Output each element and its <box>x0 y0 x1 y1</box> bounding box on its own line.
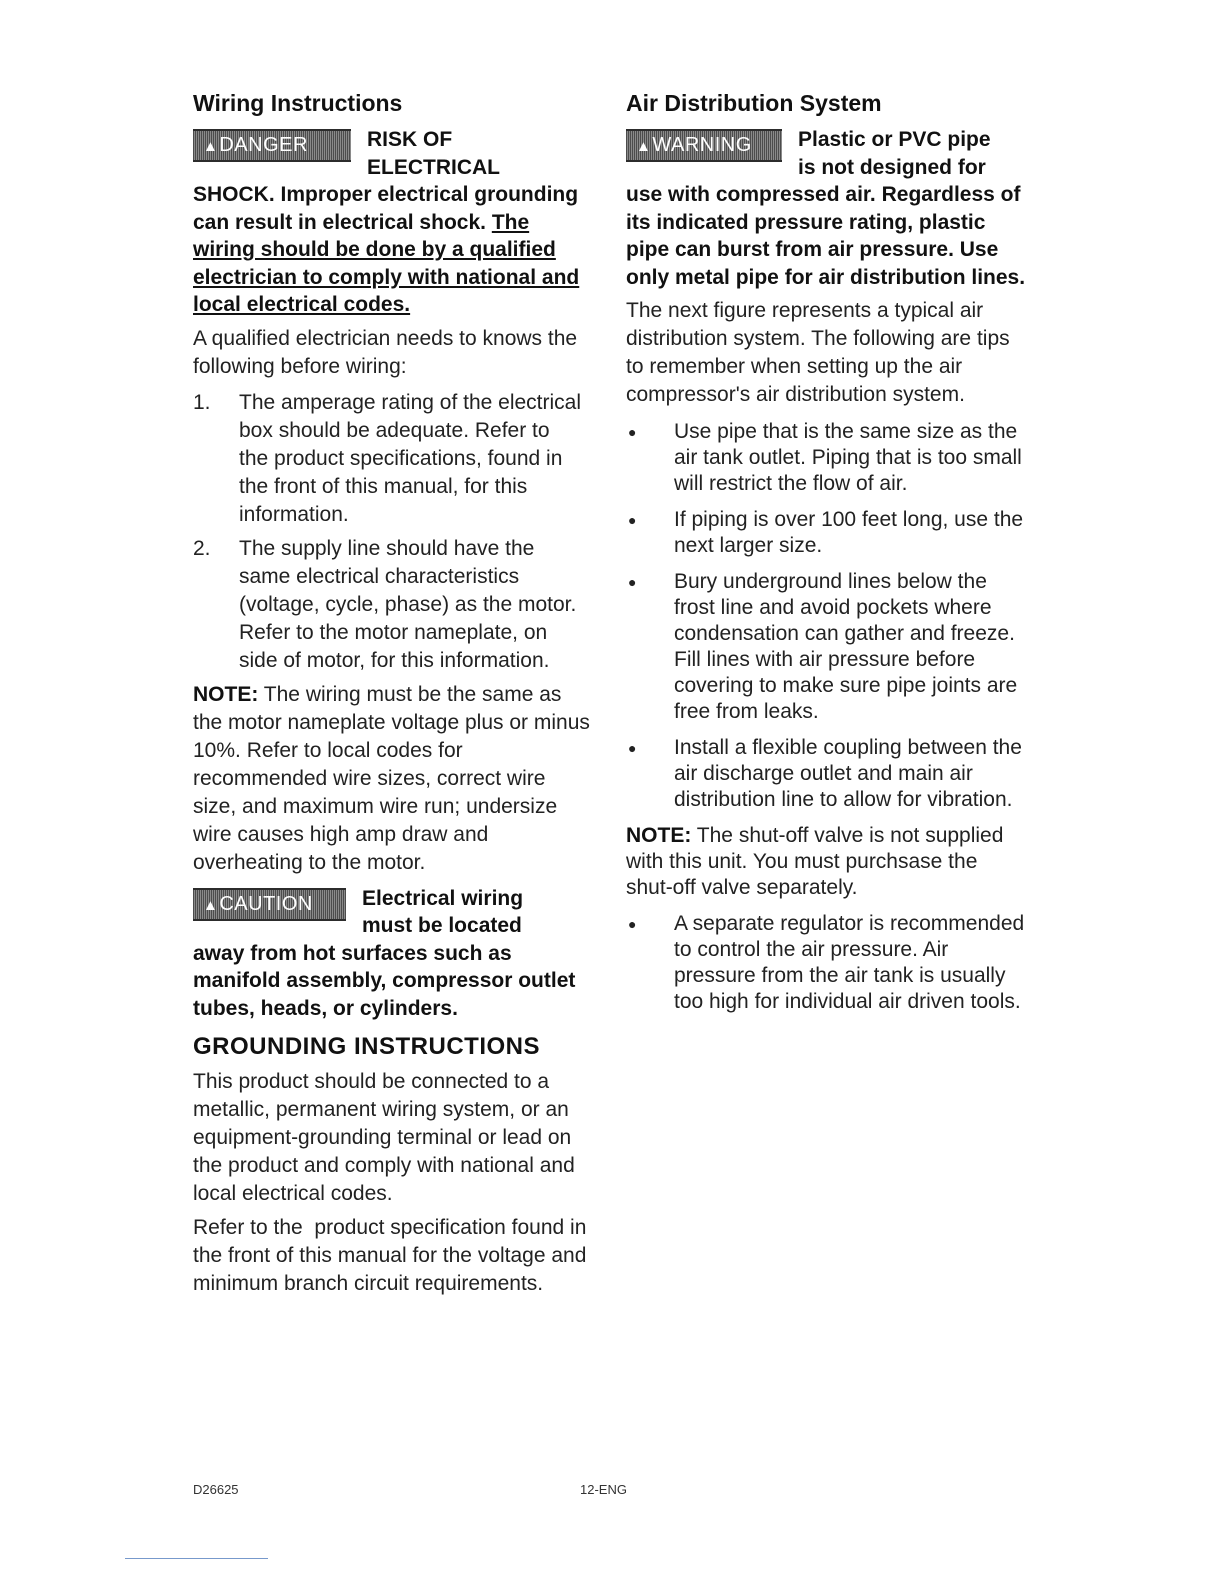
warning-triangle-icon: ▲ <box>203 896 219 914</box>
danger-body <box>193 181 593 319</box>
note-label: NOTE: <box>626 824 692 847</box>
danger-head-line-1: RISK OF <box>367 128 453 151</box>
document-code: D26625 <box>193 1482 239 1497</box>
list-item <box>193 389 593 529</box>
caution-warning-block <box>193 885 593 1023</box>
danger-badge-label: DANGER <box>219 134 308 156</box>
air-intro: The next figure represents a typical air distribution system. The following are tips to remember when setting up the air compressor's air distribution system. <box>626 299 1010 406</box>
grounding-paragraph-1: This product should be connected to a metallic, permanent wiring system, or an equipment-grounding terminal or lead on the product and comply with national and local electrical codes. <box>193 1070 575 1205</box>
list-item <box>626 911 1026 1015</box>
air-distribution-heading: Air Distribution System <box>626 90 882 116</box>
bullet-dot-icon: ● <box>628 574 637 590</box>
wiring-instructions-heading: Wiring Instructions <box>193 90 403 116</box>
page-number: 12-ENG <box>580 1482 627 1497</box>
grounding-heading: GROUNDING INSTRUCTIONS <box>193 1033 540 1060</box>
list-item <box>626 507 1026 559</box>
caution-head-line-2: must be located <box>362 914 522 937</box>
list-item-text: The amperage rating of the electrical box should be adequate. Refer to the product specifications, found in the front of this manual, for this information. <box>239 390 582 526</box>
warning-badge-label: WARNING <box>652 134 752 156</box>
list-item <box>626 569 1026 725</box>
list-item-number: 1. <box>193 390 211 414</box>
right-column <box>626 88 1026 1025</box>
wiring-note <box>193 681 593 877</box>
grounding-paragraph-2: Refer to the product specification found in the front of this manual for the voltage and minimum branch circuit requirements. <box>193 1216 593 1295</box>
list-item-text: Bury underground lines below the frost line and avoid pockets where condensation can gather and freeze. Fill lines with air pressure before covering to make sure pipe joints are free from leaks. <box>674 570 1018 723</box>
list-item-text: Install a flexible coupling between the air discharge outlet and main air distribution line to allow for vibration. <box>674 736 1022 811</box>
danger-underlined-text: The wiring should be done by a qualified electrician to comply with national and local electrical codes. <box>193 210 580 316</box>
caution-head-line-1: Electrical wiring <box>362 886 524 910</box>
warning-head-line-2: is not designed for <box>798 155 986 179</box>
list-item-text: A separate regulator is recommended to control the air pressure. Air pressure from the air tank is usually too high for individual air driven tools. <box>674 912 1025 1013</box>
warning-block <box>626 126 1026 291</box>
warning-head-text <box>798 126 1026 181</box>
list-item-text: Use pipe that is the same size as the air tank outlet. Piping that is too small will restrict the flow of air. <box>674 420 1022 495</box>
left-column <box>193 88 593 1298</box>
list-item-text: If piping is over 100 feet long, use the next larger size. <box>674 508 1024 557</box>
caution-badge <box>193 888 346 921</box>
bullet-dot-icon: ● <box>628 424 637 440</box>
warning-body: use with compressed air. Regardless of its indicated pressure rating, plastic pipe can burst from air pressure. Use only metal pipe for air distribution lines. <box>626 183 1026 289</box>
warning-triangle-icon: ▲ <box>203 138 219 155</box>
warning-head <box>626 126 1026 181</box>
bottom-divider <box>125 1558 268 1559</box>
wiring-numbered-list <box>193 389 593 675</box>
caution-body: away from hot surfaces such as manifold assembly, compressor outlet tubes, heads, or cylinders. <box>193 941 576 1020</box>
list-item <box>626 735 1026 813</box>
note-text: The wiring must be the same as the motor nameplate voltage plus or minus 10%. Refer to local codes for recommended wire sizes, correct wire size, and maximum wire run; undersize wire causes high amp draw and overheating to the motor. <box>193 682 590 874</box>
warning-head-line-1: Plastic or PVC pipe <box>798 128 991 151</box>
bullet-dot-icon: ● <box>628 512 637 528</box>
air-tips-list <box>626 419 1026 813</box>
list-item <box>626 419 1026 497</box>
air-tips-list-2 <box>626 911 1026 1015</box>
caution-head <box>193 885 593 940</box>
caution-head-text <box>362 885 593 940</box>
warning-badge <box>626 129 782 162</box>
danger-bold-text: SHOCK. Improper electrical grounding can result in electrical shock. <box>193 183 579 234</box>
list-item-text: The supply line should have the same electrical characteristics (voltage, cycle, phase) as the motor. Refer to the motor nameplate, on side of motor, for this information. <box>239 536 577 672</box>
danger-head-line-2: ELECTRICAL <box>367 155 500 179</box>
warning-triangle-icon: ▲ <box>636 138 652 155</box>
air-note <box>626 823 1026 901</box>
list-item-number: 2. <box>193 536 211 560</box>
danger-warning-block <box>193 126 593 319</box>
danger-head-text <box>367 126 593 181</box>
danger-head <box>193 126 593 181</box>
note-label: NOTE: <box>193 682 259 706</box>
bullet-dot-icon: ● <box>628 740 637 756</box>
list-item <box>193 535 593 675</box>
wiring-intro: A qualified electrician needs to knows the following before wiring: <box>193 326 578 378</box>
caution-badge-label: CAUTION <box>219 892 313 915</box>
bullet-dot-icon: ● <box>628 916 637 932</box>
note-text: The shut-off valve is not supplied with this unit. You must purchsase the shut-off valve separately. <box>626 824 1004 899</box>
danger-badge <box>193 129 351 162</box>
